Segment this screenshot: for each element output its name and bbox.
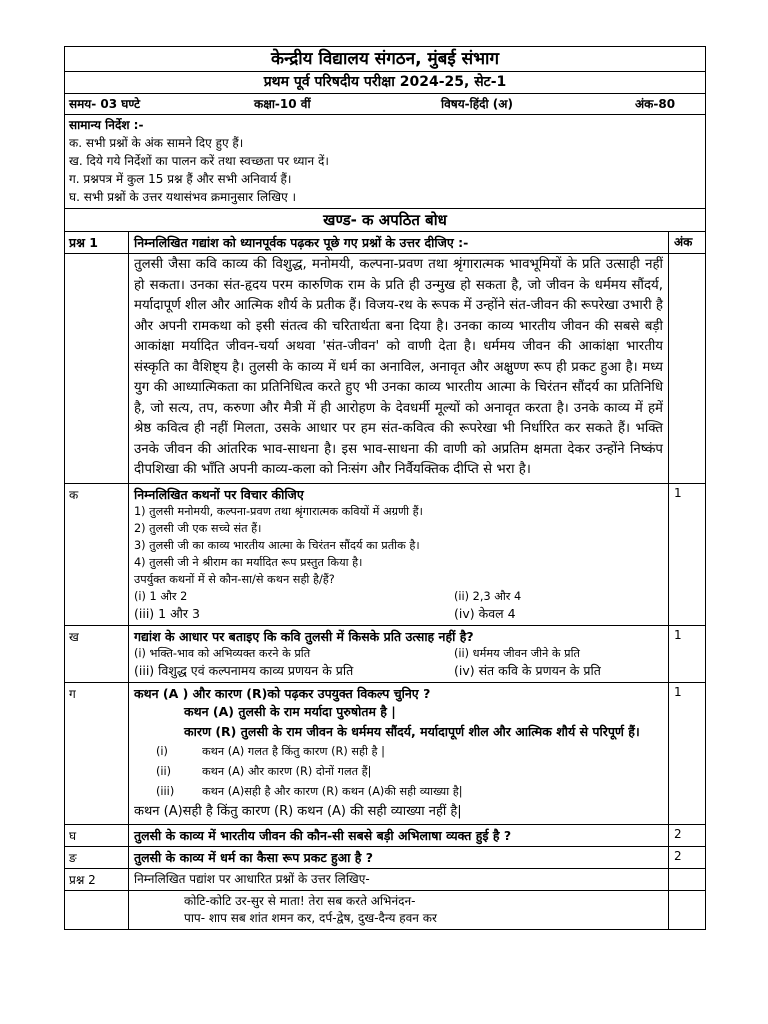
question-label: ग — [65, 683, 129, 824]
question-nga-row — [65, 847, 705, 869]
question-marks: 1 — [674, 684, 682, 699]
question-label: घ — [65, 825, 129, 846]
option — [134, 782, 663, 802]
option-last: कथन (A)सही है किंतु कारण (R) कथन (A) की सही व्याख्या नहीं है| — [134, 803, 462, 819]
option: (i) 1 और 2 — [134, 589, 188, 603]
section-title: खण्ड- क अपठित बोध — [65, 209, 705, 232]
question-instruction: निम्नलिखित पद्यांश पर आधारित प्रश्नों के उत्तर लिखिए- — [129, 869, 669, 890]
option — [134, 742, 663, 762]
question-label: क — [65, 484, 129, 625]
question-body — [129, 484, 669, 625]
option: (iii) विशुद्ध एवं कल्पनामय काव्य प्रणयन के प्रति — [134, 662, 354, 678]
marks-label: अंक-80 — [635, 97, 676, 111]
passage-row — [65, 254, 705, 484]
instruction-item: ग. प्रश्नपत्र में कुल 15 प्रश्न हैं और सभी अनिवार्य हैं। — [69, 172, 292, 186]
option-number: (iii) — [156, 784, 175, 798]
question-label: ख — [65, 626, 129, 682]
time-label: समय- 03 घण्टे — [69, 97, 140, 111]
question-marks: 1 — [674, 485, 682, 500]
exam-sheet — [64, 46, 706, 930]
question-heading: तुलसी के काव्य में भारतीय जीवन की कौन-सी सबसे बड़ी अभिलाषा व्यक्त हुई है ? — [129, 825, 669, 846]
question-heading: निम्नलिखित कथनों पर विचार कीजिए — [134, 486, 304, 502]
question-ka-row — [65, 484, 705, 626]
marks-column-header: अंक — [674, 235, 693, 249]
option-number: (i) — [156, 744, 168, 758]
option-number: (ii) — [156, 764, 172, 778]
question-label: प्रश्न 2 — [65, 869, 129, 890]
exam-meta-row — [65, 94, 705, 115]
class-label: कक्षा-10 वीं — [254, 97, 311, 111]
question-heading: गद्यांश के आधार पर बताइए कि कवि तुलसी में किसके प्रति उत्साह नहीं है? — [134, 628, 474, 644]
question-body — [129, 626, 669, 682]
option: (ii) धर्ममय जीवन जीने के प्रति — [454, 646, 580, 660]
instruction-item: क. सभी प्रश्नों के अंक सामने दिए हुए हैं। — [69, 136, 244, 150]
statement: 1) तुलसी मनोमयी, कल्पना-प्रवण तथा श्रृंगारात्मक कवियों में अग्रणी हैं। — [134, 504, 423, 518]
statement: 4) तुलसी जी ने श्रीराम का मर्यादित रूप प्रस्तुत किया है। — [134, 555, 363, 569]
poem-row — [65, 891, 705, 930]
question-ga-row — [65, 683, 705, 825]
poem-body — [129, 891, 669, 929]
instruction-item: घ. सभी प्रश्नों के उत्तर यथासंभव क्रमानुसार लिखिए । — [69, 190, 297, 204]
poem-line: कोटि-कोटि उर-सुर से माता! तेरा सब करते अभिनंदन- — [184, 893, 416, 908]
option-text: कथन (A) और कारण (R) दोनों गलत हैं| — [202, 764, 372, 778]
q1-label: प्रश्न 1 — [65, 232, 129, 253]
q1-header-row — [65, 232, 705, 254]
option-text: कथन (A)सही है और कारण (R) कथन (A)की सही व्याख्या है| — [202, 784, 463, 798]
option-text: कथन (A) गलत है किंतु कारण (R) सही है | — [202, 744, 385, 758]
question-label: ङ — [65, 847, 129, 868]
subject-label: विषय-हिंदी (अ) — [441, 97, 513, 111]
statement-question: उपर्युक्त कथनों में से कौन-सा/से कथन सही है/हैं? — [134, 572, 335, 586]
statement: 2) तुलसी जी एक सच्चे संत हैं। — [134, 521, 262, 535]
org-title: केन्द्रीय विद्यालय संगठन, मुंबई संभाग — [65, 47, 705, 72]
question-2-row — [65, 869, 705, 891]
question-heading: कथन (A ) और कारण (R)को पढ़कर उपयुक्त विकल्प चुनिए ? — [134, 685, 431, 701]
q1-instruction: निम्नलिखित गद्यांश को ध्यानपूर्वक पढ़कर पूछे गए प्रश्नों के उत्तर दीजिए :- — [129, 232, 669, 253]
question-marks: 2 — [674, 826, 682, 841]
question-gha-row — [65, 825, 705, 847]
question-heading: तुलसी के काव्य में धर्म का कैसा रूप प्रकट हुआ है ? — [129, 847, 669, 868]
passage-text: तुलसी जैसा कवि काव्य की विशुद्ध, मनोमयी, कल्पना-प्रवण तथा श्रृंगारात्मक भावभूमियों के प्रति उत्साही नहीं हो सकता। उनका संत-हृदय परम कारुणिक राम के प्रति ही उन्मुख हो सकता है, जो जीवन के धर्ममय सौंदर्य, मर्यादापूर्ण शील और आत्मिक शौर्य के प्रतीक हैं। विजय-रथ के रूपक में उन्होंने संत-जीवन की रूपरेखा उभारी है और अपनी रामकथा को इसी संतत्व की चरितार्थता बना दिया है। उनका काव्य भारतीय जीवन की सबसे बड़ी आकांक्षा मर्यादित जीवन-चर्या अथवा 'संत-जीवन' को वाणी देता है। धर्ममय जीवन की आकांक्षा भारतीय संस्कृति का वैशिष्ट्य है। तुलसी के काव्य में धर्म का अनाविल, अनावृत और अक्षुण्ण रूप ही प्रकट हुआ है। मध्य युग की आध्यात्मिकता का प्रतिनिधित्व करते हुए भी उनका काव्य भारतीय आत्मा के चिरंतन सौंदर्य का प्रतिनिधि है, जो सत्य, तप, करुणा और मैत्री में ही आरोहण के देवधर्मी मूल्यों को अनावृत करता है। उनके काव्य में हमें श्रेष्ठ कवित्व ही नहीं मिलता, उसके आधार पर हम संत-कवित्व की रूपरेखा भी निर्धारित कर सकते हैं। भक्ति उनके जीवन की आंतरिक भाव-साधना है। इस भाव-साधना की वाणी को अप्रतिम क्षमता देकर उन्होंने निष्कंप दीपशिखा की भाँति अपनी काव्य-कला को निःसंग और निर्वैयक्तिक दीप्ति से भरा है। — [129, 254, 669, 483]
instructions-title: सामान्य निर्देश :- — [69, 118, 144, 132]
question-body — [129, 683, 669, 824]
statement: 3) तुलसी जी का काव्य भारतीय आत्मा के चिरंतन सौंदर्य का प्रतीक है। — [134, 538, 420, 552]
poem-line: पाप- शाप सब शांत शमन कर, दर्प-द्वेष, दुख-दैन्य हवन कर — [184, 910, 437, 925]
question-kha-row — [65, 626, 705, 683]
exam-title: प्रथम पूर्व परिषदीय परीक्षा 2024-25, सेट-1 — [65, 72, 705, 94]
reason-text: कारण (R) तुलसी के राम जीवन के धर्ममय सौंदर्य, मर्यादापूर्ण शील और आत्मिक शौर्य से परिपूर्ण हैं। — [184, 723, 640, 739]
option: (iii) 1 और 3 — [134, 605, 200, 621]
question-marks: 1 — [674, 627, 682, 642]
assertion-text: कथन (A) तुलसी के राम मर्यादा पुरुषोतम है | — [184, 703, 396, 719]
option — [134, 762, 663, 782]
question-marks: 2 — [674, 848, 682, 863]
option: (iv) संत कवि के प्रणयन के प्रति — [454, 662, 601, 678]
option: (iv) केवल 4 — [454, 605, 516, 621]
instruction-item: ख. दिये गये निर्देशों का पालन करें तथा स्वच्छता पर ध्यान दें। — [69, 154, 329, 168]
general-instructions — [65, 115, 705, 209]
option: (ii) 2,3 और 4 — [454, 589, 522, 603]
option: (i) भक्ति-भाव को अभिव्यक्त करने के प्रति — [134, 646, 311, 660]
